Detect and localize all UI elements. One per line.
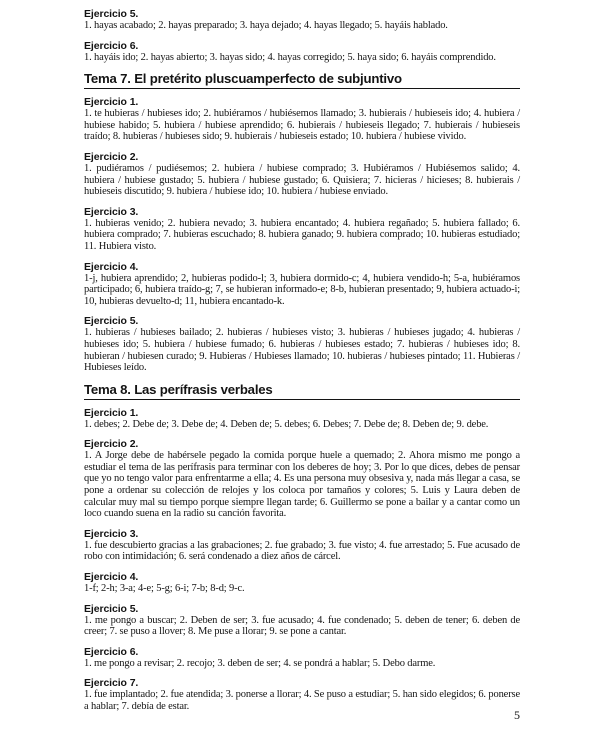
section-heading-tema-7: Tema 7. El pretérito pluscuamperfecto de subjuntivo (84, 71, 520, 89)
exercise-title: Ejercicio 4. (84, 571, 139, 584)
exercise-answers: 1-f; 2-h; 3-a; 4-e; 5-g; 6-i; 7-b; 8-d; 9-c. (84, 583, 245, 595)
exercise-answers: 1. fue descubierto gracias a las grabaciones; 2. fue grabado; 3. fue visto; 4. fue arrestado; 5. Fue acusado de robo con intimidación; 6. será condenado a diez años de cárcel. (84, 539, 520, 563)
exercise-answers: 1. pudiéramos / pudiésemos; 2. hubiera / hubiese comprado; 3. Hubiéramos / Hubiésemos salido; 4. hubiera / hubiese gustado; 5. hubiera / hubiese gustado; 6. Quisiera; 7. hicieras / hicieses; 8. hubierais / hubieseis discutido; 9. hubiera / hubiese ido; 10. hubiera / hubiese enviado. (84, 162, 520, 198)
exercise-block (84, 8, 520, 32)
exercise-answers: 1. hayas acabado; 2. hayas preparado; 3. haya dejado; 4. hayas llegado; 5. hayáis hablado. (84, 20, 448, 31)
exercise-answers: 1. hubieras / hubieses bailado; 2. hubieras / hubieses visto; 3. hubieras / hubieses jugado; 4. hubieras / hubieses ido; 5. hubiera / hubiese fumado; 6. hubieras / hubieses estado; 7. hubieras / hubieses ido; 8. hubieran / hubiesen curado; 9. Hubieras / Hubieses llamado; 10. hubieras / hubieses pintado; 11. Hubieras / Hubieses leído. (84, 327, 520, 374)
exercise-block (84, 206, 520, 253)
exercise-block (84, 407, 520, 431)
exercise-block (84, 315, 520, 373)
exercise-title: Ejercicio 7. (84, 677, 139, 690)
exercise-title: Ejercicio 6. (84, 39, 139, 52)
exercise-block (84, 646, 520, 670)
exercise-title: Ejercicio 3. (84, 205, 139, 218)
exercise-block (84, 603, 520, 638)
exercise-title: Ejercicio 5. (84, 8, 139, 20)
exercise-answers: 1-j, hubiera aprendido; 2, hubieras podido-l; 3, hubiera dormido-c; 4, hubiera vendido-h; 5-a, hubiéramos participado; 6, hubiera traído-g; 7, se hubieran informado-e; 8-b, hubieran presentado; 9, hubiera actuado-i; 10, hubieras devuelto-d; 11, hubiera encantado-k. (84, 272, 520, 307)
exercise-answers: 1. debes; 2. Debe de; 3. Debe de; 4. Deben de; 5. debes; 6. Debes; 7. Debe de; 8. Deben de; 9. debe. (84, 418, 489, 430)
exercise-block (84, 96, 520, 143)
exercise-block (84, 151, 520, 198)
exercise-block (84, 571, 520, 595)
exercise-title: Ejercicio 1. (84, 96, 139, 109)
exercise-answers: 1. hubieras venido; 2. hubiera nevado; 3. hubiera encantado; 4. hubiera regañado; 5. hubiera fallado; 6. hubiera comprado; 7. hubieras escuchado; 8. hubiera ganado; 9. hubiera comprado; 10. hubieras estudiado; 11. Hubiera visto. (84, 217, 520, 252)
exercise-title: Ejercicio 5. (84, 602, 139, 615)
exercise-block (84, 40, 520, 64)
exercise-title: Ejercicio 2. (84, 150, 139, 163)
exercise-title: Ejercicio 1. (84, 406, 139, 419)
exercise-answers: 1. hayáis ido; 2. hayas abierto; 3. hayas sido; 4. hayas corregido; 5. haya sido; 6. hayáis comprendido. (84, 51, 496, 63)
exercise-answers: 1. fue implantado; 2. fue atendida; 3. ponerse a llorar; 4. Se puso a estudiar; 5. han sido elegidos; 6. ponerse a hablar; 7. debía de estar. (84, 689, 520, 712)
exercise-answers: 1. me pongo a revisar; 2. recojo; 3. deben de ser; 4. se pondrá a hablar; 5. Debo darme. (84, 657, 436, 669)
exercise-answers: 1. te hubieras / hubieses ido; 2. hubiéramos / hubiésemos llamado; 3. hubierais / hubieseis ido; 4. hubiera / hubiese habido; 5. hubiera / hubiese aprendido; 6. hubierais / hubieseis llegado; 7. hubierais / hubieseis traído; 8. hubieras / hubieses sido; 9. hubierais / hubieseis estado; 10. hubiera / hubiese vivido. (84, 108, 520, 143)
document-page (84, 8, 520, 721)
exercise-title: Ejercicio 2. (84, 438, 139, 451)
page-number: 5 (514, 708, 520, 722)
exercise-title: Ejercicio 6. (84, 645, 139, 658)
exercise-block (84, 677, 520, 712)
section-heading-tema-8: Tema 8. Las perífrasis verbales (84, 382, 520, 400)
exercise-block (84, 261, 520, 308)
exercise-title: Ejercicio 3. (84, 527, 139, 540)
exercise-block (84, 438, 520, 520)
exercise-title: Ejercicio 5. (84, 315, 139, 328)
exercise-title: Ejercicio 4. (84, 260, 139, 273)
exercise-answers: 1. A Jorge debe de habérsele pegado la comida porque huele a quemado; 2. Ahora mismo me pongo a estudiar el tema de las perífrasis para terminar con los deberes de hoy; 3. Por lo que dices, debes de pensar que yo no tengo valor para enfrentarme a ella; 4. Es una persona muy obsesiva y, nada más llegar a casa, se pone a ordenar su colección de relojes y los coloca por tamaños y colores; 5. Luis y Laura deben de calcular muy mal su tiempo porque siempre llegan tarde; 6. Guillermo se pone a bailar y a cantar como un loco cuando suena en la radio su canción favorita. (84, 450, 520, 520)
exercise-block (84, 528, 520, 563)
exercise-answers: 1. me pongo a buscar; 2. Deben de ser; 3. fue acusado; 4. fue condenado; 5. deben de tener; 6. deben de creer; 7. se puso a llover; 8. Me puse a llorar; 9. se pone a cantar. (84, 614, 520, 638)
